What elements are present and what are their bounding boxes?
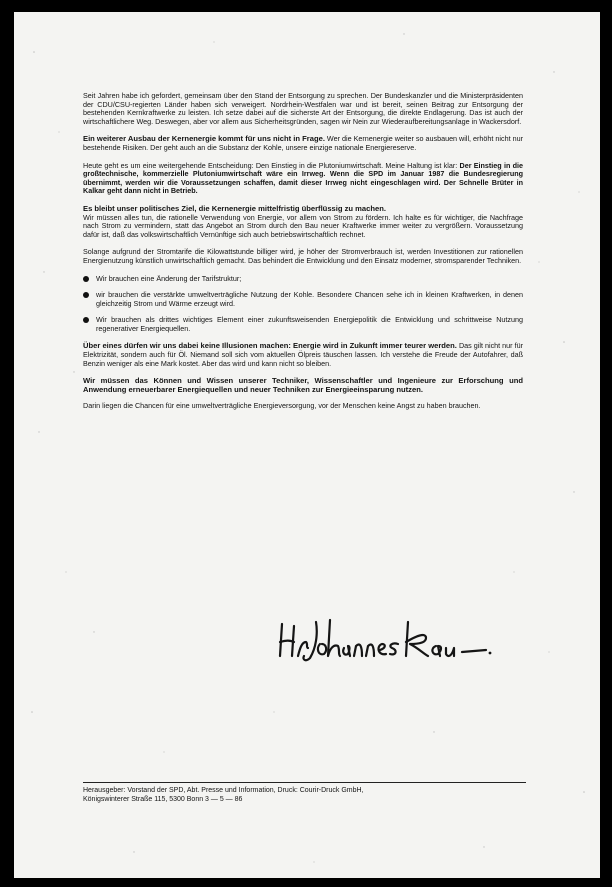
bullet-dot-icon [83, 276, 89, 282]
handwritten-signature [276, 612, 526, 672]
paragraph-entsorgung: Seit Jahren habe ich gefordert, gemeinsam über den Stand der Entsorgung zu sprechen. Der Bundeskanzler und die Ministerpräsidenten der CDU/CSU-regierten Länder haben sich verweigert. Nordrhein-Westfalen war und ist bereit, seinen Beitrag zur Entsorgung der bestehenden Kernkraftwerke zu leisten. Ich setze dabei auf die sicherste Art der Entsorgung, die direkte Endlagerung. Das ist auch der wirtschaftlichere Weg. Deswegen, aber vor allem aus Sicherheitsgründen, sagen wir Nein zur Wiederaufbereitungsanlage in Wackersdorf. [83, 91, 523, 126]
imprint-footer [83, 786, 526, 804]
bullet-dot-icon [83, 317, 89, 323]
bullet-list [83, 275, 523, 334]
imprint-line-2: Königswinterer Straße 115, 5300 Bonn 3 — 5 — 86 [83, 796, 243, 803]
paragraph-plutonium-bold: Der Einstieg in die großtechnische, kommerzielle Plutoniumwirtschaft wäre ein Irrweg. Wenn die SPD im Januar 1987 die Bundesregierung übernimmt, werden wir die Voraussetzungen schaffen, damit dieser Irrweg nicht eingeschlagen wird. Der Schnelle Brüter in Kalkar geht dann nicht in Betrieb. [83, 160, 523, 196]
list-item-text: Wir brauchen eine Änderung der Tarifstruktur; [96, 273, 242, 283]
paragraph-plutonium-text: Heute geht es um eine weitergehende Entscheidung: Den Einstieg in die Plutoniumwirtschaft. Meine Haltung ist klar: [83, 160, 460, 170]
imprint-line-1: Herausgeber: Vorstand der SPD, Abt. Presse und Information, Druck: Courir-Druck GmbH, [83, 787, 364, 794]
list-item-text: Wir brauchen als drittes wichtiges Element einer zukunftsweisenden Energiepolitik die Entwicklung und schrittweise Nutzung regenerativer Energiequellen. [96, 315, 523, 333]
list-item [83, 291, 523, 308]
list-item-text: wir brauchen die verstärkte umweltverträgliche Nutzung der Kohle. Besondere Chancen sehe ich in kleinen Kraftwerken, in denen gleichzeitig Strom und Wärme erzeugt wird. [96, 290, 523, 308]
bullet-dot-icon [83, 292, 89, 298]
paragraph-ziel-text: Wir müssen alles tun, die rationelle Verwendung von Energie, vor allem von Strom zu fördern. Ich halte es für wichtiger, die Nachfrage nach Strom zu vermindern, statt das Angebot an Strom durch den Bau neuer Kraftwerke immer weiter zu vergrößern. Voraussetzung dafür ist, daß das volkswirtschaftlich Vernünftige sich auch betriebswirtschaftlich rechnet. [83, 212, 523, 239]
paragraph-ausbau-text: Wer die Kernenergie weiter so ausbauen will, erhöht nicht nur bestehende Risiken. Der geht auch an die Substanz der Kohle, unsere einzige nationale Energiereserve. [83, 134, 523, 152]
letter-body [83, 92, 523, 420]
paragraph-chancen: Darin liegen die Chancen für eine umweltverträgliche Energieversorgung, vor der Menschen keine Angst zu haben brauchen. [83, 401, 481, 411]
paragraph-ausbau-heading: Ein weiterer Ausbau der Kernenergie kommt für uns nicht in Frage. [83, 134, 325, 144]
paragraph-ziel [83, 205, 523, 239]
paragraph-plutonium [83, 162, 523, 196]
paragraph-ziel-heading: Es bleibt unser politisches Ziel, die Kernenergie mittelfristig überflüssig zu machen. [83, 203, 386, 213]
paragraph-techniker: Wir müssen das Können und Wissen unserer Techniker, Wissenschaftler und Ingenieure zur Erforschung und Anwendung erneuerbarer Energiequellen und neuer Techniken zur Energieeinsparung nutzen. [83, 376, 523, 394]
footer-divider [83, 782, 526, 783]
paragraph-illusionen [83, 342, 523, 368]
paragraph-illusionen-heading: Über eines dürfen wir uns dabei keine Illusionen machen: Energie wird in Zukunft immer teurer werden. [83, 341, 457, 351]
list-item [83, 275, 523, 284]
paragraph-illusionen-text: Das gilt nicht nur für Elektrizität, sondern auch für Öl. Niemand soll sich vom aktuellen Ölpreis täuschen lassen. Ich verstehe die Freude der Autofahrer, daß Benzin weniger als eine Mark kostet. Aber das wird und kann nicht so bleiben. [83, 341, 523, 368]
paragraph-ausbau [83, 135, 523, 152]
document-page [14, 12, 600, 878]
paragraph-stromtarife: Solange aufgrund der Stromtarife die Kilowattstunde billiger wird, je höher der Stromverbrauch ist, werden Investitionen zur rationellen Energienutzung künstlich unwirtschaftlich gemacht. Das behindert die Entwicklung und den Einsatz moderner, stromsparender Techniken. [83, 247, 523, 265]
list-item [83, 316, 523, 333]
